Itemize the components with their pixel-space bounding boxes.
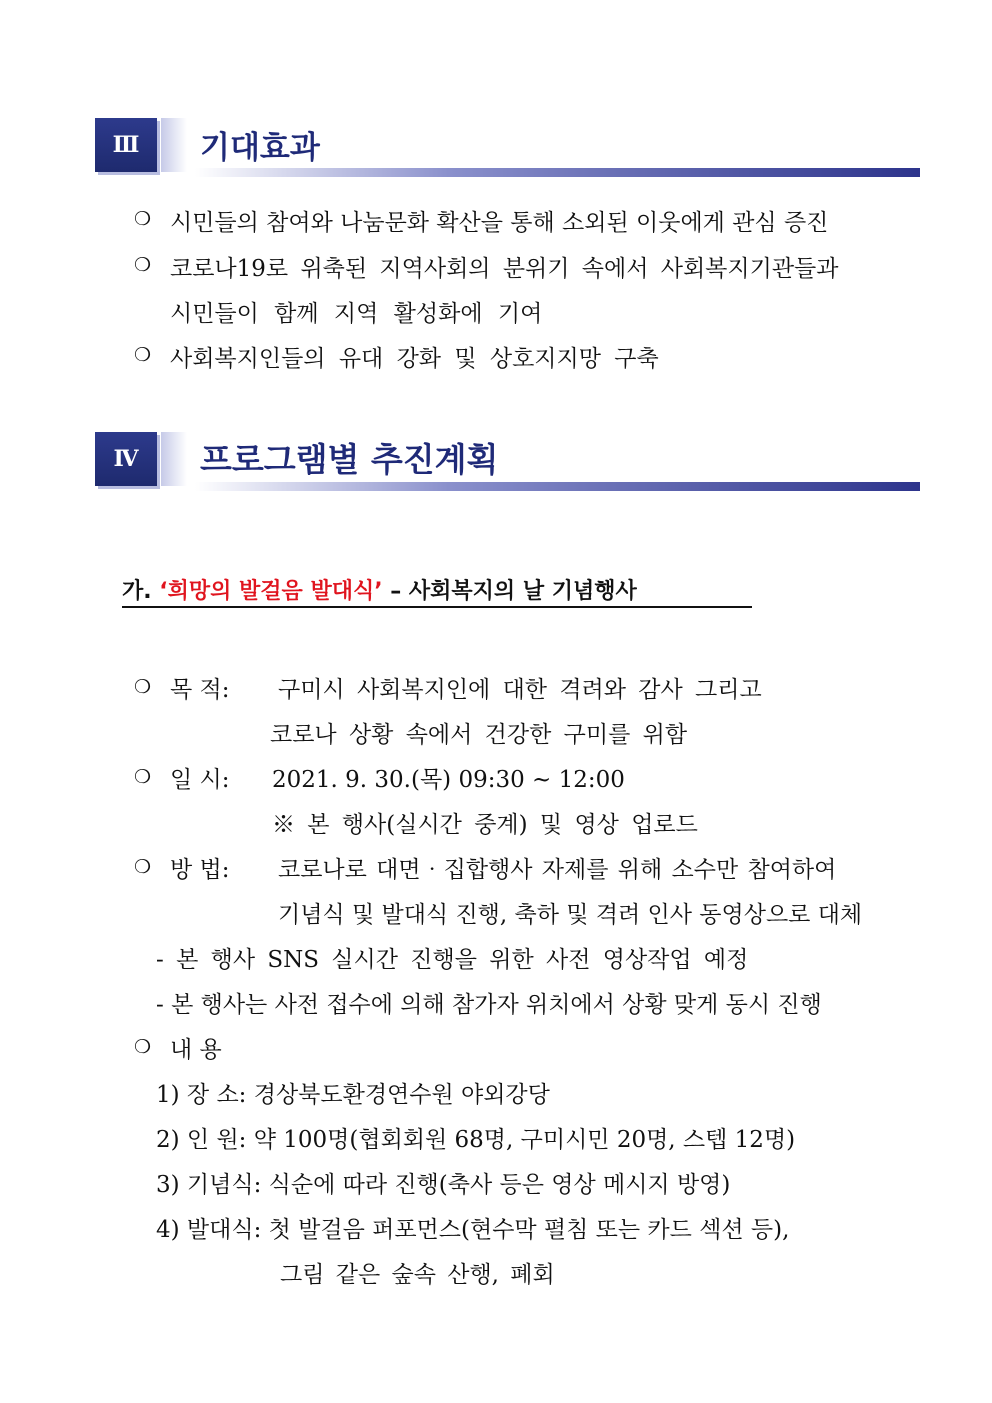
datetime-note: ※ 본 행사(실시간 중계) 및 영상 업로드	[272, 812, 698, 838]
bullet-circle: ❍	[134, 856, 152, 878]
method-text-cont: 기념식 및 발대식 진행, 축하 및 격려 인사 동영상으로 대체	[278, 902, 863, 928]
section-number-box: Ⅲ	[95, 118, 157, 172]
method-dash-2: - 본 행사는 사전 접수에 의해 참가자 위치에서 상황 맞게 동시 진행	[156, 992, 822, 1018]
section-4-header	[95, 432, 920, 492]
content-item-4-cont: 그림 같은 숲속 산행, 폐회	[280, 1262, 555, 1288]
purpose-label: 목 적:	[170, 677, 230, 703]
section-4-title: 프로그램별 추진계획	[200, 440, 499, 479]
section-number-box: Ⅳ	[95, 432, 157, 486]
section-underline	[195, 482, 920, 491]
program-subheading	[122, 574, 637, 605]
section-3-header	[95, 118, 920, 178]
purpose-text-cont: 코로나 상황 속에서 건강한 구미를 위함	[270, 722, 688, 748]
effect-item-3: 사회복지인들의 유대 강화 및 상호지지망 구축	[170, 346, 659, 372]
subheading-event-name: ‘희망의 발걸음 발대식’	[159, 579, 383, 604]
content-item-3: 3) 기념식: 식순에 따라 진행(축사 등은 영상 메시지 방영)	[156, 1172, 731, 1198]
content-item-4: 4) 발대식: 첫 발걸음 퍼포먼스(현수막 펼침 또는 카드 섹션 등),	[156, 1217, 790, 1243]
effect-item-1: 시민들의 참여와 나눔문화 확산을 통해 소외된 이웃에게 관심 증진	[170, 210, 829, 236]
bullet-circle: ❍	[134, 766, 152, 788]
method-text: 코로나로 대면‧집합행사 자제를 위해 소수만 참여하여	[278, 857, 837, 883]
purpose-text: 구미시 사회복지인에 대한 격려와 감사 그리고	[278, 677, 762, 703]
method-label: 방 법:	[170, 857, 230, 883]
section-3-title: 기대효과	[200, 130, 320, 166]
bullet-circle: ❍	[134, 676, 152, 698]
content-item-1: 1) 장 소: 경상북도환경연수원 야외강당	[156, 1082, 550, 1108]
bullet-circle: ❍	[134, 344, 152, 366]
content-item-2: 2) 인 원: 약 100명(협회회원 68명, 구미시민 20명, 스텝 12명)	[156, 1127, 796, 1153]
section-underline	[195, 168, 920, 177]
subheading-prefix: 가.	[122, 579, 160, 604]
bullet-circle: ❍	[134, 254, 152, 276]
subheading-underline	[122, 606, 752, 608]
effect-item-2: 코로나19로 위축된 지역사회의 분위기 속에서 사회복지기관들과	[170, 256, 839, 282]
method-dash-1: - 본 행사 SNS 실시간 진행을 위한 사전 영상작업 예정	[156, 947, 749, 973]
datetime-value: 2021. 9. 30.(목) 09:30 ~ 12:00	[272, 767, 625, 793]
section-header-shade	[161, 432, 187, 486]
bullet-circle: ❍	[134, 1036, 152, 1058]
subheading-suffix: – 사회복지의 날 기념행사	[382, 579, 637, 604]
datetime-label: 일 시:	[170, 767, 230, 793]
section-header-shade	[161, 118, 187, 172]
bullet-circle: ❍	[134, 208, 152, 230]
effect-item-2-cont: 시민들이 함께 지역 활성화에 기여	[170, 301, 543, 327]
content-label: 내 용	[170, 1037, 222, 1063]
